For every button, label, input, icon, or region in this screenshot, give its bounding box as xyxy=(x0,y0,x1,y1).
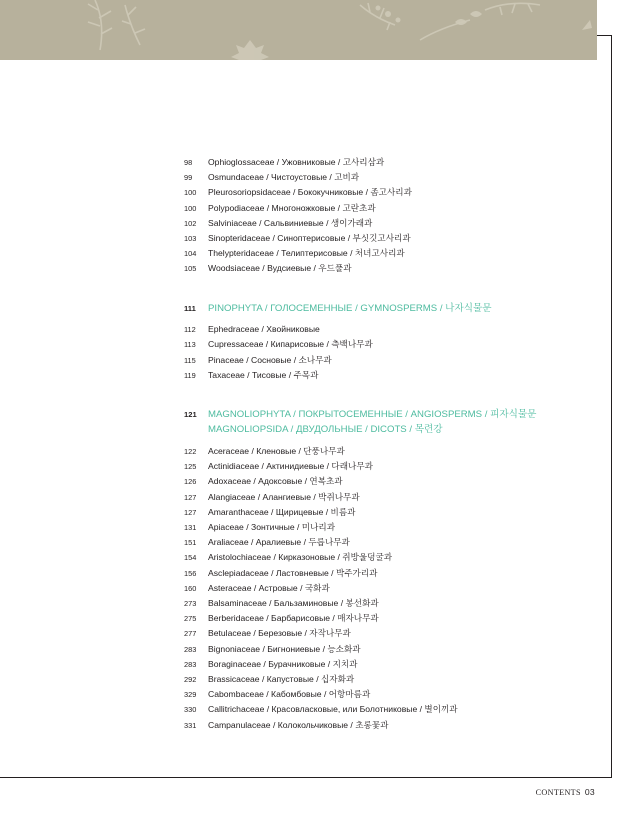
heading-subtitle: MAGNOLIOPSIDA / ДВУДОЛЬНЫЕ / DICOTS / 목련강 xyxy=(208,424,443,436)
decorative-banner xyxy=(0,0,597,60)
entry-page-number: 98 xyxy=(184,158,193,167)
entry-page-number: 156 xyxy=(184,568,197,578)
entry-family-name: Bignoniaceae / Бигнониевые / 능소화과 xyxy=(208,643,361,654)
frame-line-bottom xyxy=(0,777,612,778)
entry-page-number: 275 xyxy=(184,614,197,624)
entry-family-name: Campanulaceae / Колокольчиковые / 초롱꽃과 xyxy=(208,719,389,730)
frame-line-right xyxy=(611,35,612,778)
frame-line-top xyxy=(597,35,612,36)
heading-page-number: 121 xyxy=(184,409,197,419)
entry-family-name: Salviniaceae / Сальвиниевые / 생이가래과 xyxy=(208,217,373,228)
toc-entry[interactable] xyxy=(184,505,604,520)
entry-family-name: Callitrichaceae / Красовласковые, или Болотниковые / 별이끼과 xyxy=(208,704,458,715)
entry-group xyxy=(184,444,604,733)
entry-family-name: Cupressaceae / Кипарисовые / 측백나무과 xyxy=(208,339,373,350)
entry-family-name: Taxaceae / Тисовые / 주목과 xyxy=(208,369,319,380)
entry-page-number: 277 xyxy=(184,629,197,639)
entry-family-name: Actinidiaceae / Актинидиевые / 다래나무과 xyxy=(208,461,373,472)
entry-family-name: Pleurosoriopsidaceae / Бококучниковые / 좀고사리과 xyxy=(208,187,412,198)
heading-row[interactable] xyxy=(184,407,604,423)
toc-entry[interactable] xyxy=(184,550,604,565)
section-heading xyxy=(184,301,604,317)
entry-page-number: 105 xyxy=(184,264,197,274)
toc-entry[interactable] xyxy=(184,581,604,596)
entry-page-number: 331 xyxy=(184,720,197,730)
entry-page-number: 102 xyxy=(184,218,197,228)
entry-page-number: 103 xyxy=(184,234,197,244)
heading-subtitle-row xyxy=(184,422,604,438)
toc-entry[interactable] xyxy=(184,170,604,185)
toc-entry[interactable] xyxy=(184,687,604,702)
entry-family-name: Osmundaceae / Чистоустовые / 고비과 xyxy=(208,172,360,183)
toc-entry[interactable] xyxy=(184,566,604,581)
heading-title: MAGNOLIOPHYTA / ПОКРЫТОСЕМЕННЫЕ / ANGIOSPERMS / 피자식물문 xyxy=(208,408,537,420)
toc-entry[interactable] xyxy=(184,261,604,276)
toc-entry[interactable] xyxy=(184,322,604,337)
entry-page-number: 283 xyxy=(184,644,197,654)
page-footer xyxy=(536,787,595,797)
toc-entry[interactable] xyxy=(184,702,604,717)
toc-entry[interactable] xyxy=(184,474,604,489)
entry-family-name: Aristolochiaceae / Кирказоновые / 쥐방울덩굴과 xyxy=(208,552,393,563)
entry-page-number: 330 xyxy=(184,705,197,715)
toc-entry[interactable] xyxy=(184,596,604,611)
entry-page-number: 283 xyxy=(184,659,197,669)
toc-entry[interactable] xyxy=(184,626,604,641)
entry-page-number: 126 xyxy=(184,477,197,487)
entry-page-number: 115 xyxy=(184,355,196,365)
entry-family-name: Betulaceae / Березовые / 자작나무과 xyxy=(208,628,351,639)
entry-family-name: Berberidaceae / Барбарисовые / 매자나무과 xyxy=(208,613,379,624)
toc-entry[interactable] xyxy=(184,672,604,687)
entry-page-number: 100 xyxy=(184,203,197,213)
toc-entry[interactable] xyxy=(184,535,604,550)
entry-family-name: Pinaceae / Сосновые / 소나무과 xyxy=(208,354,332,365)
entry-page-number: 127 xyxy=(184,492,197,502)
entry-group xyxy=(184,155,604,277)
entry-family-name: Sinopteridaceae / Синоптерисовые / 부싯깃고사리과 xyxy=(208,233,411,244)
entry-page-number: 329 xyxy=(184,690,197,700)
footer-page-number: 03 xyxy=(584,787,595,797)
table-of-contents xyxy=(184,155,604,733)
entry-page-number: 160 xyxy=(184,583,197,593)
entry-family-name: Brassicaceae / Капустовые / 십자화과 xyxy=(208,673,355,684)
entry-page-number: 119 xyxy=(184,370,196,380)
toc-entry[interactable] xyxy=(184,216,604,231)
entry-page-number: 125 xyxy=(184,462,197,472)
heading-page-number: 111 xyxy=(184,303,196,313)
toc-entry[interactable] xyxy=(184,201,604,216)
toc-entry[interactable] xyxy=(184,520,604,535)
section-heading xyxy=(184,407,604,438)
entry-page-number: 151 xyxy=(184,538,197,548)
entry-page-number: 99 xyxy=(184,173,193,183)
toc-entry[interactable] xyxy=(184,490,604,505)
entry-family-name: Apiaceae / Зонтичные / 미나리과 xyxy=(208,521,335,532)
toc-entry[interactable] xyxy=(184,185,604,200)
entry-family-name: Woodsiaceae / Вудсиевые / 우드풀과 xyxy=(208,263,352,274)
toc-entry[interactable] xyxy=(184,246,604,261)
entry-family-name: Adoxaceae / Адоксовые / 연복초과 xyxy=(208,476,343,487)
entry-family-name: Ophioglossaceae / Ужовниковые / 고사리삼과 xyxy=(208,157,385,167)
toc-entry[interactable] xyxy=(184,155,604,170)
entry-family-name: Thelypteridaceae / Телиптерисовые / 처녀고사리과 xyxy=(208,248,405,259)
heading-row[interactable] xyxy=(184,301,604,317)
entry-family-name: Araliaceae / Аралиевые / 두릅나무과 xyxy=(208,537,350,548)
entry-family-name: Asteraceae / Астровые / 국화과 xyxy=(208,582,330,593)
footer-label: CONTENTS xyxy=(535,788,581,797)
leaf-pattern-icon xyxy=(0,0,597,60)
toc-entry[interactable] xyxy=(184,642,604,657)
entry-family-name: Cabombaceae / Кабомбовые / 어항마름과 xyxy=(208,689,371,700)
entry-page-number: 154 xyxy=(184,553,197,563)
toc-entry[interactable] xyxy=(184,657,604,672)
toc-entry[interactable] xyxy=(184,718,604,733)
toc-entry[interactable] xyxy=(184,231,604,246)
entry-page-number: 113 xyxy=(184,340,196,350)
entry-group xyxy=(184,322,604,383)
toc-entry[interactable] xyxy=(184,337,604,352)
entry-page-number: 273 xyxy=(184,598,197,608)
toc-entry[interactable] xyxy=(184,353,604,368)
entry-page-number: 112 xyxy=(184,325,196,335)
toc-entry[interactable] xyxy=(184,444,604,459)
entry-family-name: Polypodiaceae / Многоножковые / 고란초과 xyxy=(208,202,376,213)
entry-page-number: 100 xyxy=(184,188,197,198)
entry-family-name: Alangiaceae / Алангиевые / 박쥐나무과 xyxy=(208,491,360,502)
entry-family-name: Aceraceae / Кленовые / 단풍나무과 xyxy=(208,445,345,456)
entry-family-name: Boraginaceae / Бурачниковые / 지치과 xyxy=(208,658,358,669)
toc-entry[interactable] xyxy=(184,368,604,383)
entry-page-number: 127 xyxy=(184,507,197,517)
entry-family-name: Balsaminaceae / Бальзаминовые / 봉선화과 xyxy=(208,597,379,608)
entry-page-number: 292 xyxy=(184,674,197,684)
toc-entry[interactable] xyxy=(184,459,604,474)
entry-family-name: Amaranthaceae / Щирицевые / 비름과 xyxy=(208,506,356,517)
entry-family-name: Asclepiadaceae / Ластовневые / 박주가리과 xyxy=(208,567,378,578)
entry-family-name: Ephedraceae / Хвойниковые xyxy=(208,324,320,335)
entry-page-number: 131 xyxy=(184,522,197,532)
entry-page-number: 122 xyxy=(184,446,197,456)
toc-entry[interactable] xyxy=(184,611,604,626)
entry-page-number: 104 xyxy=(184,249,197,259)
heading-title: PINOPHYTA / ГОЛОСЕМЕННЫЕ / GYMNOSPERMS / 나자식물문 xyxy=(208,302,492,314)
